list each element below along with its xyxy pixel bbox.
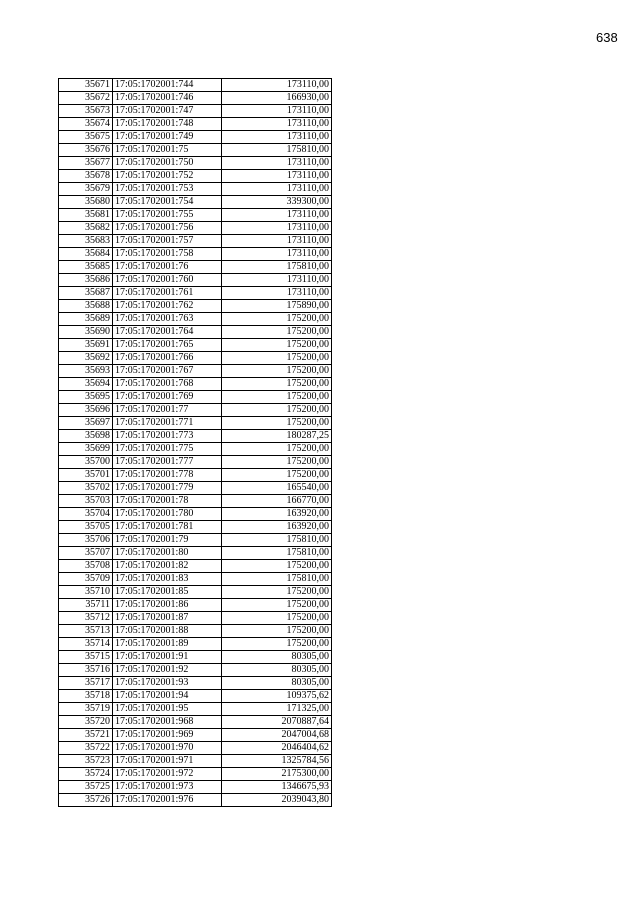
- cadastral-number-cell: 17:05:1702001:762: [113, 300, 222, 313]
- table-row: [59, 794, 332, 807]
- row-number-cell: 35699: [59, 443, 113, 456]
- cadastral-number-cell: 17:05:1702001:764: [113, 326, 222, 339]
- table-row: [59, 339, 332, 352]
- value-cell: 175200,00: [222, 404, 332, 417]
- cadastral-number-cell: 17:05:1702001:744: [113, 79, 222, 92]
- value-cell: 173110,00: [222, 183, 332, 196]
- cadastral-number-cell: 17:05:1702001:747: [113, 105, 222, 118]
- cadastral-number-cell: 17:05:1702001:753: [113, 183, 222, 196]
- cadastral-number-cell: 17:05:1702001:756: [113, 222, 222, 235]
- cadastral-number-cell: 17:05:1702001:78: [113, 495, 222, 508]
- table-row: [59, 235, 332, 248]
- cadastral-number-cell: 17:05:1702001:79: [113, 534, 222, 547]
- table-row: [59, 664, 332, 677]
- value-cell: 173110,00: [222, 79, 332, 92]
- row-number-cell: 35698: [59, 430, 113, 443]
- cadastral-number-cell: 17:05:1702001:92: [113, 664, 222, 677]
- value-cell: 175810,00: [222, 534, 332, 547]
- value-cell: 175810,00: [222, 261, 332, 274]
- row-number-cell: 35721: [59, 729, 113, 742]
- row-number-cell: 35679: [59, 183, 113, 196]
- value-cell: 175200,00: [222, 612, 332, 625]
- value-cell: 166770,00: [222, 495, 332, 508]
- table-row: [59, 378, 332, 391]
- row-number-cell: 35687: [59, 287, 113, 300]
- value-cell: 109375,62: [222, 690, 332, 703]
- table-row: [59, 456, 332, 469]
- row-number-cell: 35689: [59, 313, 113, 326]
- row-number-cell: 35671: [59, 79, 113, 92]
- row-number-cell: 35720: [59, 716, 113, 729]
- value-cell: 175200,00: [222, 469, 332, 482]
- row-number-cell: 35712: [59, 612, 113, 625]
- row-number-cell: 35719: [59, 703, 113, 716]
- value-cell: 175200,00: [222, 313, 332, 326]
- value-cell: 175200,00: [222, 352, 332, 365]
- table-row: [59, 573, 332, 586]
- row-number-cell: 35677: [59, 157, 113, 170]
- cadastral-number-cell: 17:05:1702001:761: [113, 287, 222, 300]
- cadastral-number-cell: 17:05:1702001:88: [113, 625, 222, 638]
- value-cell: 165540,00: [222, 482, 332, 495]
- row-number-cell: 35678: [59, 170, 113, 183]
- table-row: [59, 196, 332, 209]
- row-number-cell: 35693: [59, 365, 113, 378]
- table-row: [59, 248, 332, 261]
- table-row: [59, 157, 332, 170]
- row-number-cell: 35682: [59, 222, 113, 235]
- value-cell: 173110,00: [222, 235, 332, 248]
- row-number-cell: 35711: [59, 599, 113, 612]
- cadastral-number-cell: 17:05:1702001:777: [113, 456, 222, 469]
- value-cell: 173110,00: [222, 157, 332, 170]
- value-cell: 2175300,00: [222, 768, 332, 781]
- cadastral-number-cell: 17:05:1702001:95: [113, 703, 222, 716]
- value-cell: 173110,00: [222, 118, 332, 131]
- cadastral-number-cell: 17:05:1702001:75: [113, 144, 222, 157]
- value-cell: 173110,00: [222, 105, 332, 118]
- row-number-cell: 35680: [59, 196, 113, 209]
- table-row: [59, 534, 332, 547]
- value-cell: 175200,00: [222, 560, 332, 573]
- table-row: [59, 183, 332, 196]
- row-number-cell: 35683: [59, 235, 113, 248]
- row-number-cell: 35686: [59, 274, 113, 287]
- table-row: [59, 742, 332, 755]
- row-number-cell: 35722: [59, 742, 113, 755]
- row-number-cell: 35714: [59, 638, 113, 651]
- row-number-cell: 35718: [59, 690, 113, 703]
- value-cell: 173110,00: [222, 248, 332, 261]
- cadastral-number-cell: 17:05:1702001:82: [113, 560, 222, 573]
- row-number-cell: 35691: [59, 339, 113, 352]
- table-row: [59, 781, 332, 794]
- table-row: [59, 131, 332, 144]
- value-cell: 80305,00: [222, 664, 332, 677]
- table-row: [59, 404, 332, 417]
- cadastral-number-cell: 17:05:1702001:746: [113, 92, 222, 105]
- table-row: [59, 222, 332, 235]
- row-number-cell: 35695: [59, 391, 113, 404]
- row-number-cell: 35725: [59, 781, 113, 794]
- cadastral-number-cell: 17:05:1702001:769: [113, 391, 222, 404]
- row-number-cell: 35696: [59, 404, 113, 417]
- cadastral-number-cell: 17:05:1702001:771: [113, 417, 222, 430]
- cadastral-number-cell: 17:05:1702001:750: [113, 157, 222, 170]
- table-row: [59, 105, 332, 118]
- row-number-cell: 35726: [59, 794, 113, 807]
- table-row: [59, 729, 332, 742]
- row-number-cell: 35685: [59, 261, 113, 274]
- cadastral-number-cell: 17:05:1702001:969: [113, 729, 222, 742]
- cadastral-number-cell: 17:05:1702001:752: [113, 170, 222, 183]
- cadastral-number-cell: 17:05:1702001:94: [113, 690, 222, 703]
- row-number-cell: 35715: [59, 651, 113, 664]
- row-number-cell: 35705: [59, 521, 113, 534]
- table-row: [59, 612, 332, 625]
- value-cell: 2039043,80: [222, 794, 332, 807]
- cadastral-number-cell: 17:05:1702001:763: [113, 313, 222, 326]
- table-row: [59, 430, 332, 443]
- row-number-cell: 35688: [59, 300, 113, 313]
- value-cell: 175810,00: [222, 547, 332, 560]
- value-cell: 173110,00: [222, 287, 332, 300]
- cadastral-number-cell: 17:05:1702001:749: [113, 131, 222, 144]
- table-row: [59, 586, 332, 599]
- value-cell: 173110,00: [222, 222, 332, 235]
- value-cell: 173110,00: [222, 170, 332, 183]
- table-row: [59, 560, 332, 573]
- table-row: [59, 417, 332, 430]
- row-number-cell: 35684: [59, 248, 113, 261]
- table-row: [59, 677, 332, 690]
- value-cell: 175200,00: [222, 326, 332, 339]
- cadastral-number-cell: 17:05:1702001:755: [113, 209, 222, 222]
- table-row: [59, 521, 332, 534]
- value-cell: 175200,00: [222, 625, 332, 638]
- table-row: [59, 118, 332, 131]
- table-row: [59, 144, 332, 157]
- cadastral-number-cell: 17:05:1702001:76: [113, 261, 222, 274]
- value-cell: 173110,00: [222, 274, 332, 287]
- cadastral-number-cell: 17:05:1702001:972: [113, 768, 222, 781]
- table-row: [59, 170, 332, 183]
- cadastral-number-cell: 17:05:1702001:748: [113, 118, 222, 131]
- table-row: [59, 313, 332, 326]
- cadastral-number-cell: 17:05:1702001:80: [113, 547, 222, 560]
- value-cell: 339300,00: [222, 196, 332, 209]
- cadastral-number-cell: 17:05:1702001:93: [113, 677, 222, 690]
- value-cell: 2070887,64: [222, 716, 332, 729]
- table-row: [59, 469, 332, 482]
- value-cell: 173110,00: [222, 209, 332, 222]
- table-row: [59, 638, 332, 651]
- cadastral-number-cell: 17:05:1702001:968: [113, 716, 222, 729]
- value-cell: 175200,00: [222, 443, 332, 456]
- cadastral-number-cell: 17:05:1702001:765: [113, 339, 222, 352]
- row-number-cell: 35710: [59, 586, 113, 599]
- cadastral-number-cell: 17:05:1702001:779: [113, 482, 222, 495]
- cadastral-number-cell: 17:05:1702001:758: [113, 248, 222, 261]
- cadastral-number-cell: 17:05:1702001:768: [113, 378, 222, 391]
- value-cell: 2046404,62: [222, 742, 332, 755]
- table-row: [59, 508, 332, 521]
- table-row: [59, 625, 332, 638]
- row-number-cell: 35704: [59, 508, 113, 521]
- value-cell: 1325784,56: [222, 755, 332, 768]
- table-row: [59, 300, 332, 313]
- value-cell: 175200,00: [222, 365, 332, 378]
- value-cell: 166930,00: [222, 92, 332, 105]
- cadastral-number-cell: 17:05:1702001:91: [113, 651, 222, 664]
- table-row: [59, 92, 332, 105]
- value-cell: 180287,25: [222, 430, 332, 443]
- table-row: [59, 482, 332, 495]
- cadastral-number-cell: 17:05:1702001:973: [113, 781, 222, 794]
- table-row: [59, 768, 332, 781]
- value-cell: 163920,00: [222, 508, 332, 521]
- table-row: [59, 547, 332, 560]
- row-number-cell: 35706: [59, 534, 113, 547]
- row-number-cell: 35713: [59, 625, 113, 638]
- row-number-cell: 35673: [59, 105, 113, 118]
- value-cell: 175810,00: [222, 573, 332, 586]
- cadastral-number-cell: 17:05:1702001:85: [113, 586, 222, 599]
- cadastral-number-cell: 17:05:1702001:757: [113, 235, 222, 248]
- cadastral-number-cell: 17:05:1702001:77: [113, 404, 222, 417]
- cadastral-value-table: [58, 78, 332, 807]
- value-cell: 1346675,93: [222, 781, 332, 794]
- cadastral-number-cell: 17:05:1702001:976: [113, 794, 222, 807]
- value-cell: 80305,00: [222, 677, 332, 690]
- value-cell: 173110,00: [222, 131, 332, 144]
- cadastral-number-cell: 17:05:1702001:773: [113, 430, 222, 443]
- row-number-cell: 35694: [59, 378, 113, 391]
- row-number-cell: 35707: [59, 547, 113, 560]
- cadastral-number-cell: 17:05:1702001:780: [113, 508, 222, 521]
- row-number-cell: 35724: [59, 768, 113, 781]
- value-cell: 175810,00: [222, 144, 332, 157]
- value-cell: 175200,00: [222, 586, 332, 599]
- cadastral-number-cell: 17:05:1702001:766: [113, 352, 222, 365]
- table-row: [59, 495, 332, 508]
- row-number-cell: 35717: [59, 677, 113, 690]
- cadastral-number-cell: 17:05:1702001:767: [113, 365, 222, 378]
- table-row: [59, 352, 332, 365]
- cadastral-number-cell: 17:05:1702001:971: [113, 755, 222, 768]
- value-cell: 175890,00: [222, 300, 332, 313]
- row-number-cell: 35709: [59, 573, 113, 586]
- value-cell: 175200,00: [222, 456, 332, 469]
- cadastral-number-cell: 17:05:1702001:87: [113, 612, 222, 625]
- value-cell: 163920,00: [222, 521, 332, 534]
- table-row: [59, 443, 332, 456]
- table-body: [59, 79, 332, 807]
- cadastral-number-cell: 17:05:1702001:970: [113, 742, 222, 755]
- value-cell: 171325,00: [222, 703, 332, 716]
- table-row: [59, 274, 332, 287]
- cadastral-number-cell: 17:05:1702001:89: [113, 638, 222, 651]
- row-number-cell: 35681: [59, 209, 113, 222]
- cadastral-number-cell: 17:05:1702001:86: [113, 599, 222, 612]
- cadastral-number-cell: 17:05:1702001:778: [113, 469, 222, 482]
- row-number-cell: 35690: [59, 326, 113, 339]
- value-cell: 175200,00: [222, 391, 332, 404]
- table-row: [59, 326, 332, 339]
- table-row: [59, 651, 332, 664]
- row-number-cell: 35692: [59, 352, 113, 365]
- table-row: [59, 261, 332, 274]
- cadastral-number-cell: 17:05:1702001:775: [113, 443, 222, 456]
- table-row: [59, 391, 332, 404]
- table-row: [59, 716, 332, 729]
- row-number-cell: 35674: [59, 118, 113, 131]
- value-cell: 2047004,68: [222, 729, 332, 742]
- row-number-cell: 35701: [59, 469, 113, 482]
- value-cell: 175200,00: [222, 417, 332, 430]
- cadastral-number-cell: 17:05:1702001:83: [113, 573, 222, 586]
- value-cell: 175200,00: [222, 599, 332, 612]
- table-row: [59, 365, 332, 378]
- table-row: [59, 755, 332, 768]
- table-row: [59, 209, 332, 222]
- cadastral-number-cell: 17:05:1702001:781: [113, 521, 222, 534]
- table-row: [59, 287, 332, 300]
- cadastral-number-cell: 17:05:1702001:760: [113, 274, 222, 287]
- value-cell: 175200,00: [222, 378, 332, 391]
- value-cell: 80305,00: [222, 651, 332, 664]
- table-row: [59, 703, 332, 716]
- row-number-cell: 35716: [59, 664, 113, 677]
- row-number-cell: 35702: [59, 482, 113, 495]
- table-row: [59, 79, 332, 92]
- cadastral-number-cell: 17:05:1702001:754: [113, 196, 222, 209]
- row-number-cell: 35700: [59, 456, 113, 469]
- value-cell: 175200,00: [222, 638, 332, 651]
- row-number-cell: 35697: [59, 417, 113, 430]
- row-number-cell: 35675: [59, 131, 113, 144]
- row-number-cell: 35708: [59, 560, 113, 573]
- row-number-cell: 35676: [59, 144, 113, 157]
- row-number-cell: 35703: [59, 495, 113, 508]
- value-cell: 175200,00: [222, 339, 332, 352]
- table-row: [59, 690, 332, 703]
- row-number-cell: 35672: [59, 92, 113, 105]
- page-number: 638: [596, 30, 618, 45]
- row-number-cell: 35723: [59, 755, 113, 768]
- table-row: [59, 599, 332, 612]
